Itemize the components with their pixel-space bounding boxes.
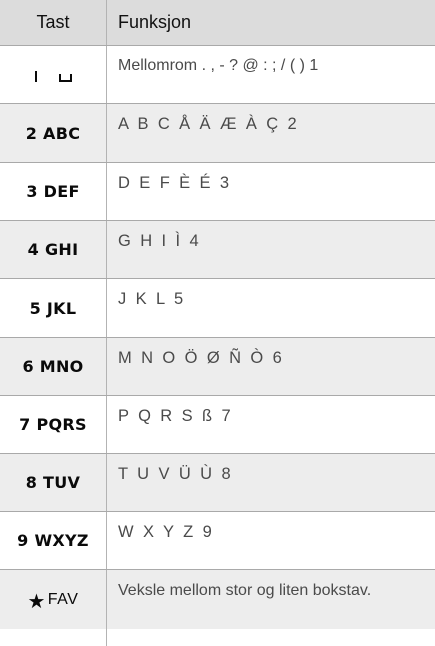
header-key: Tast xyxy=(0,0,107,45)
header-function: Funksjon xyxy=(118,12,192,32)
function-text: D E F È É 3 xyxy=(118,174,232,192)
function-text: G H I Ì 4 xyxy=(118,232,202,250)
key-8: 8 TUV xyxy=(0,454,107,511)
key-9: 9 WXYZ xyxy=(0,512,107,569)
table-row xyxy=(0,511,435,569)
function-text: M N O Ö Ø Ñ Ò 6 xyxy=(118,349,285,367)
table-row xyxy=(0,395,435,453)
key-2: 2 ABC xyxy=(0,104,107,162)
key-5: 5 JKL xyxy=(0,279,107,337)
table-row xyxy=(0,569,435,629)
key-3: 3 DEF xyxy=(0,163,107,220)
key-1 xyxy=(0,46,107,103)
table-row xyxy=(0,220,435,278)
function-text: A B C Å Ä Æ À Ç 2 xyxy=(118,115,300,133)
table-row xyxy=(0,162,435,220)
digit-one-glyph xyxy=(35,71,37,82)
space-icon xyxy=(59,74,72,82)
function-text: P Q R S ß 7 xyxy=(118,407,234,425)
function-text: Veksle mellom stor og liten bokstav. xyxy=(118,582,372,599)
table-row xyxy=(0,337,435,395)
table-row xyxy=(0,103,435,162)
key-star xyxy=(0,570,107,629)
key-6: 6 MNO xyxy=(0,338,107,395)
function-text: J K L 5 xyxy=(118,290,186,308)
fav-label: FAV xyxy=(47,590,79,608)
table-footer xyxy=(0,629,435,646)
key-4: 4 GHI xyxy=(0,221,107,278)
table-row xyxy=(0,453,435,511)
table-row xyxy=(0,278,435,337)
key-7: 7 PQRS xyxy=(0,396,107,453)
table-header xyxy=(0,0,435,45)
table-row xyxy=(0,45,435,103)
function-text: T U V Ü Ù 8 xyxy=(118,465,234,483)
function-text: W X Y Z 9 xyxy=(118,523,215,541)
function-text: Mellomrom . , - ? @ : ; / ( ) 1 xyxy=(118,57,319,74)
star-icon: ★ xyxy=(27,588,46,613)
